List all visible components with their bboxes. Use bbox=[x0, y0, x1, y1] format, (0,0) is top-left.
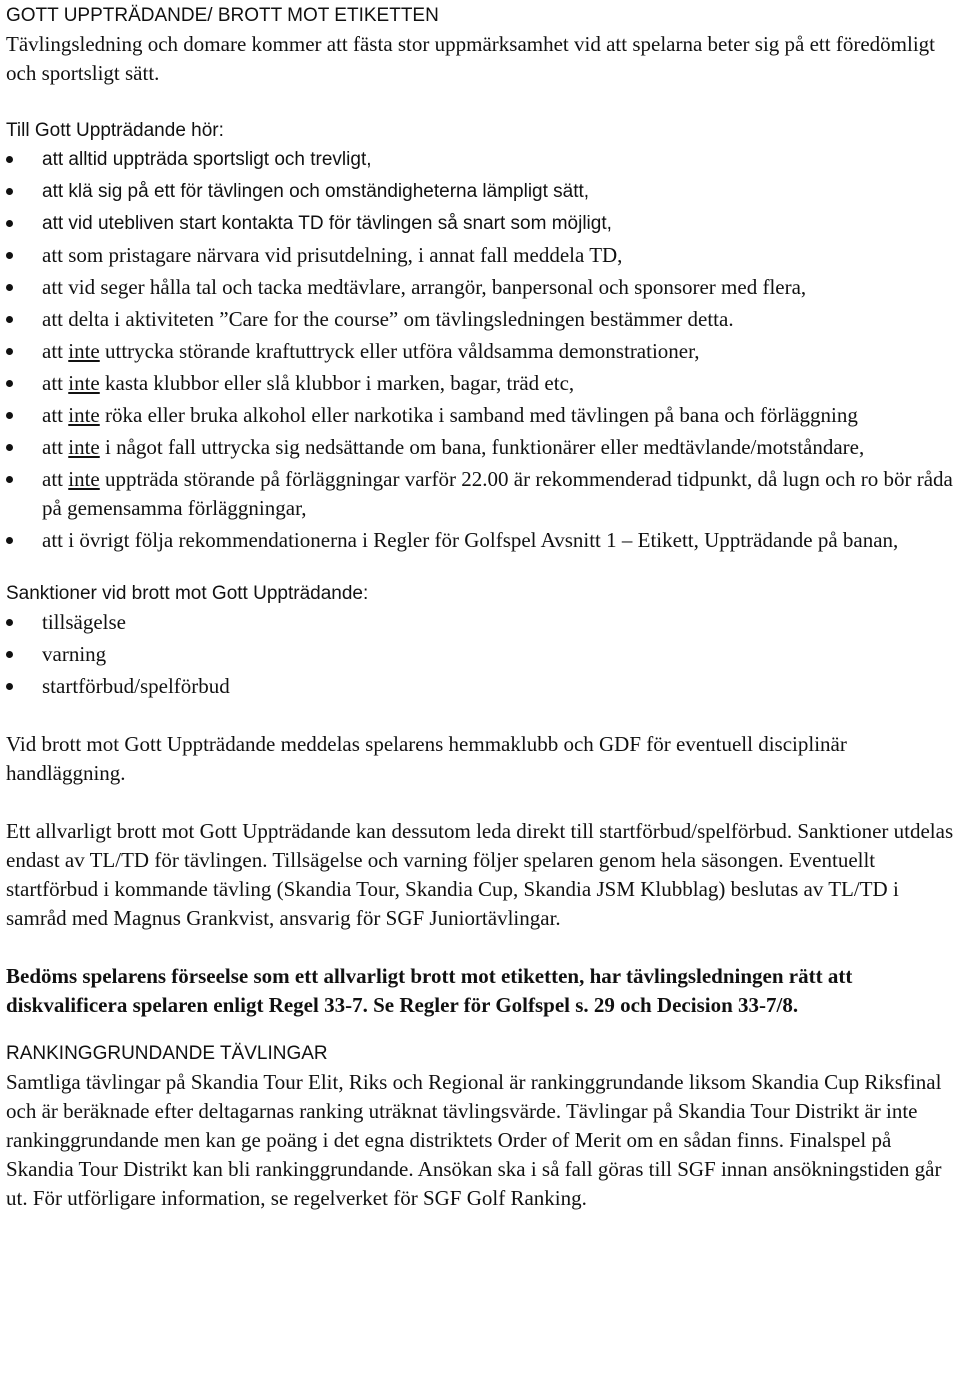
sanctions-list bbox=[6, 608, 954, 701]
bullet-icon bbox=[6, 252, 13, 259]
bullet-icon bbox=[6, 188, 13, 195]
bullet-icon bbox=[6, 348, 13, 355]
list-item: tillsägelse bbox=[6, 608, 954, 637]
bullet-icon bbox=[6, 683, 13, 690]
good-conduct-list bbox=[6, 145, 954, 555]
list-item: att klä sig på ett för tävlingen och omständigheterna lämpligt sätt, bbox=[6, 177, 954, 206]
section-heading-sanctions: Sanktioner vid brott mot Gott Uppträdande: bbox=[6, 583, 369, 604]
disqualification-paragraph: Bedöms spelarens förseelse som ett allvarligt brott mot etiketten, har tävlingsledningen rätt att diskvalificera spelaren enligt Regel 33-7. Se Regler för Golfspel s. 29 och Decision 33-7/8. bbox=[6, 964, 853, 1017]
intro-paragraph: Tävlingsledning och domare kommer att fästa stor uppmärksamhet vid att spelarna beter sig på ett föredömligt och sportsligt sätt. bbox=[6, 32, 935, 85]
bullet-icon bbox=[6, 380, 13, 387]
bullet-icon bbox=[6, 156, 13, 163]
list-item: att inte uppträda störande på förläggningar varför 22.00 är rekommenderad tidpunkt, då lugn och ro bör råda på gemensamma förläggningar, bbox=[6, 465, 954, 523]
list-item: att delta i aktiviteten ”Care for the course” om tävlingsledningen bestämmer detta. bbox=[6, 305, 954, 334]
section-heading-conduct: GOTT UPPTRÄDANDE/ BROTT MOT ETIKETTEN bbox=[6, 5, 439, 26]
list-heading-good-conduct: Till Gott Uppträdande hör: bbox=[6, 120, 224, 141]
ranking-paragraph: Samtliga tävlingar på Skandia Tour Elit, Riks och Regional är rankinggrundande liksom Skandia Cup Riksfinal och är beräknade efter deltagarnas ranking uträknat tävlingsvärde. Tävlingar på Skandia Tour Distrikt är inte rankinggrundande men kan ge poäng i det egna distriktets Order of Merit om en sådan finns. Finalspel på Skandia Tour Distrikt kan bli rankinggrundande. Ansökan ska i så fall göras till SGF innan ansökningstiden går ut. För utförligare information, se regelverket för SGF Golf Ranking. bbox=[6, 1070, 942, 1210]
list-item: att inte i något fall uttrycka sig nedsättande om bana, funktionärer eller medtävlande/motståndare, bbox=[6, 433, 954, 462]
list-item: att vid seger hålla tal och tacka medtävlare, arrangör, banpersonal och sponsorer med flera, bbox=[6, 273, 954, 302]
bullet-icon bbox=[6, 412, 13, 419]
list-item: att vid utebliven start kontakta TD för tävlingen så snart som möjligt, bbox=[6, 209, 954, 238]
bullet-icon bbox=[6, 220, 13, 227]
bullet-icon bbox=[6, 476, 13, 483]
list-item: att inte kasta klubbor eller slå klubbor i marken, bagar, träd etc, bbox=[6, 369, 954, 398]
sanctions-paragraph-2: Ett allvarligt brott mot Gott Uppträdande kan dessutom leda direkt till startförbud/spelförbud. Sanktioner utdelas endast av TL/TD för tävlingen. Tillsägelse och varning följer spelaren genom hela säsongen. Eventuellt startförbud i kommande tävling (Skandia Tour, Skandia Cup, Skandia JSM Klubblag) beslutas av TL/TD i samråd med Magnus Grankvist, ansvarig för SGF Juniortävlingar. bbox=[6, 819, 954, 930]
list-item: att i övrigt följa rekommendationerna i Regler för Golfspel Avsnitt 1 – Etikett, Uppträdande på banan, bbox=[6, 526, 954, 555]
section-heading-ranking: RANKINGGRUNDANDE TÄVLINGAR bbox=[6, 1043, 328, 1064]
list-item: varning bbox=[6, 640, 954, 669]
document-page bbox=[6, 0, 954, 1213]
bullet-icon bbox=[6, 537, 13, 544]
bullet-icon bbox=[6, 316, 13, 323]
bullet-icon bbox=[6, 444, 13, 451]
bullet-icon bbox=[6, 619, 13, 626]
sanctions-paragraph-1: Vid brott mot Gott Uppträdande meddelas spelarens hemmaklubb och GDF för eventuell disciplinär handläggning. bbox=[6, 732, 847, 785]
bullet-icon bbox=[6, 651, 13, 658]
bullet-icon bbox=[6, 284, 13, 291]
list-item: att inte röka eller bruka alkohol eller narkotika i samband med tävlingen på bana och förläggning bbox=[6, 401, 954, 430]
list-item: att alltid uppträda sportsligt och trevligt, bbox=[6, 145, 954, 174]
list-item: att som pristagare närvara vid prisutdelning, i annat fall meddela TD, bbox=[6, 241, 954, 270]
list-item: att inte uttrycka störande kraftuttryck eller utföra våldsamma demonstrationer, bbox=[6, 337, 954, 366]
list-item: startförbud/spelförbud bbox=[6, 672, 954, 701]
